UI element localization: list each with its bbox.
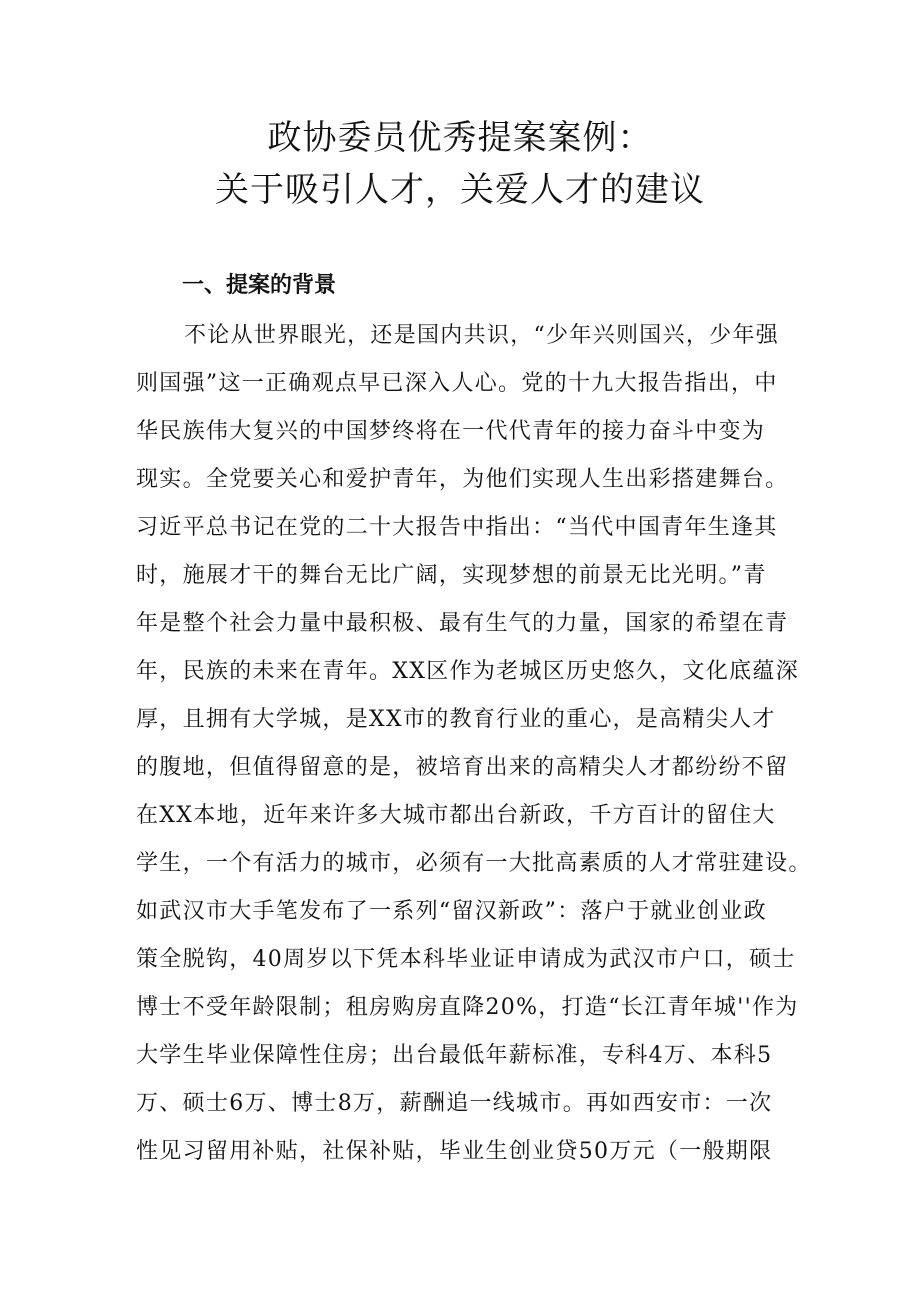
section-heading-background: 一、提案的背景 [182,273,337,298]
body-paragraph [136,312,812,1176]
paragraph-line: 时，施展才干的舞台无比广阔，实现梦想的前景无比光明。”青 [136,563,767,588]
paragraph-line: 在XX本地，近年来许多大城市都出台新政，千方百计的留住大 [136,803,776,828]
paragraph-line: 习近平总书记在党的二十大报告中指出：“当代中国青年生逢其 [136,515,778,540]
paragraph-line: 万、硕士6万、博士8万，薪酬追一线城市。再如西安市：一次 [136,1091,773,1116]
paragraph-line: 不论从世界眼光，还是国内共识，“少年兴则国兴，少年强 [184,323,780,348]
paragraph-line: 学生，一个有活力的城市，必须有一大批高素质的人才常驻建设。 [136,851,812,876]
paragraph-line: 年，民族的未来在青年。XX区作为老城区历史悠久，文化底蕴深 [136,659,800,684]
title-line-2: 关于吸引人才，关爱人才的建议 [215,170,705,210]
paragraph-line: 大学生毕业保障性住房；出台最低年薪标准，专科4万、本科5 [136,1043,773,1068]
paragraph-line: 的腹地，但值得留意的是，被培育出来的高精尖人才都纷纷不留 [136,755,789,780]
paragraph-line: 策全脱钩，40周岁以下凭本科毕业证申请成为武汉市户口，硕士 [136,947,796,972]
paragraph-line: 如武汉市大手笔发布了一系列“留汉新政”：落户于就业创业政 [136,899,767,924]
paragraph-line: 则国强”这一正确观点早已深入人心。党的十九大报告指出，中 [136,371,778,396]
title-line-1: 政协委员优秀提案案例： [267,118,653,158]
paragraph-line: 厚，且拥有大学城，是XX市的教育行业的重心，是高精尖人才 [136,707,776,732]
paragraph-line: 性见习留用补贴，社保补贴，毕业生创业贷50万元（一般期限 [136,1139,773,1164]
document-title [0,112,920,216]
paragraph-line: 现实。全党要关心和爱护青年，为他们实现人生出彩搭建舞台。 [136,467,789,492]
paragraph-line: 博士不受年龄限制；租房购房直降20%，打造“长江青年城''作为 [136,995,799,1020]
paragraph-line: 华民族伟大复兴的中国梦终将在一代代青年的接力奋斗中变为 [136,419,766,444]
paragraph-line: 年是整个社会力量中最积极、最有生气的力量，国家的希望在青 [136,611,789,636]
